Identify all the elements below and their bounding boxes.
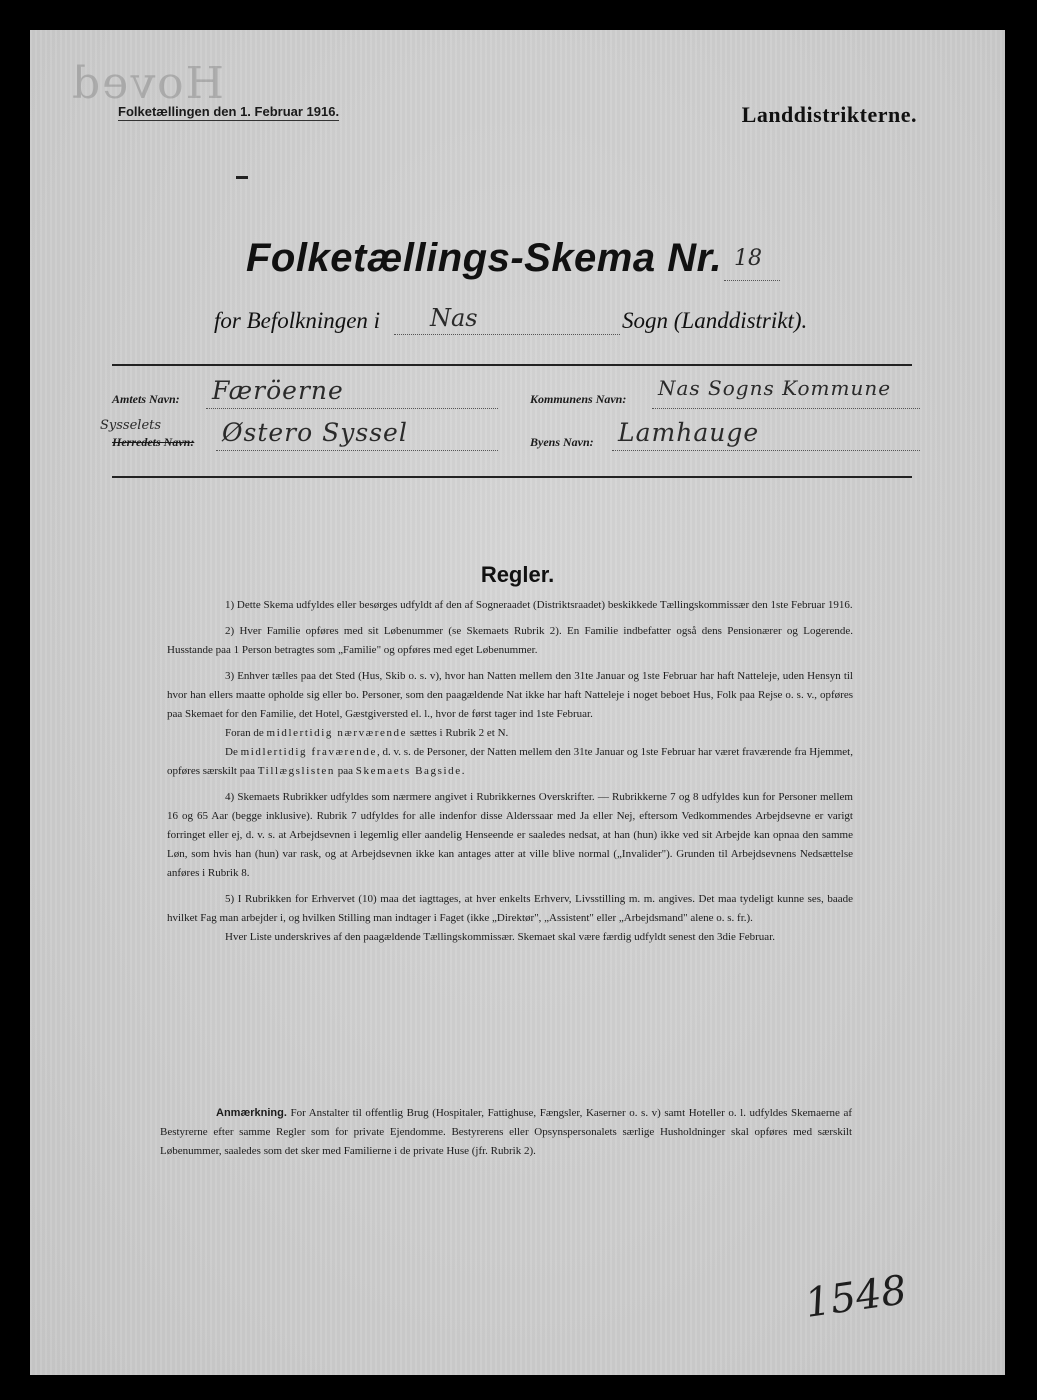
census-form-page [30,30,1005,1375]
subtitle-prefix: for Befolkningen i [214,308,381,333]
by-field [612,418,920,451]
rules-body [167,596,853,954]
rule-2: 2) Hver Familie opføres med sit Løbenummer (se Skemaets Rubrik 2). En Familie indbefatter også dens Pensionærer og Logerende. Husstande paa 1 Person betragtes som „Familie" og opføres med eget Løbenummer. [167,625,853,656]
herred-label-handwritten: Sysselets [100,418,162,433]
form-number: 18 [734,246,762,271]
rule-5: 5) I Rubrikken for Erhvervet (10) maa det iagttages, at hver enkelts Erhverv, Livsstilling m. m. angives. Det maa tydeligt kunne ses, baade hvilket Fag man arbejder i, og hvilken Stilling man indtager i Faget (ikke „Direktør", „Assistent" eller „Arbejdsmand" alene o. s. fr.). [167,893,853,924]
amt-label: Amtets Navn: [112,392,180,406]
divider-bottom [112,476,912,478]
divider-top [112,364,912,366]
form-title: Folketællings-Skema Nr. [246,236,723,280]
district-type: Landdistrikterne. [741,102,917,127]
handwritten-corner-number: 1548 [802,1267,910,1327]
rule-3-present: Foran de midlertidig nærværende sættes i Rubrik 2 et N. [225,727,509,739]
census-date: Folketællingen den 1. Februar 1916. [118,104,340,119]
remark [160,1104,852,1161]
by-value: Lamhauge [618,418,760,447]
rules-heading: Regler. [480,562,555,587]
parish-field [394,306,620,335]
amt-field [206,376,498,409]
rule-3-absent: De midlertidig fraværende, d. v. s. de Personer, der Natten mellem den 31te Januar og 1ste Februar har været fraværende fra Hjemmet, opføres særskilt paa Tillægslisten paa Skemaets Bagside. [167,746,853,777]
herred-label-struck: Herredets Navn: [112,435,195,449]
faint-stamp: Hoved [70,58,224,109]
kommune-field [652,376,920,409]
herred-field [216,418,498,451]
by-label: Byens Navn: [530,435,594,449]
herred-value: Østero Syssel [222,418,408,447]
rule-1: 1) Dette Skema udfyldes eller besørges udfyldt af den af Sogneraadet (Distriktsraadet) beskikkede Tællingskommissær den 1ste Februar 1916. [225,599,853,611]
rule-3: 3) Enhver tælles paa det Sted (Hus, Skib o. s. v), hvor han Natten mellem den 31te Januar og 1ste Februar har haft Natteleje, uden Hensyn til hvor han ellers maatte opholde sig eller bo. Personer, som den paagældende Nat ikke har haft Natteleje i noget beboet Hus, Folk paa Rejse o. s. v., opføres paa Skemaet for den Familie, det Hotel, Gæstgiversted el. l., hvor de først tager ind 1ste Februar. [167,670,853,720]
ink-mark [236,176,248,179]
parish-name: Nas [430,304,478,332]
subtitle-suffix: Sogn (Landdistrikt). [622,308,808,333]
rule-6: Hver Liste underskrives af den paagældende Tællingskommissær. Skemaet skal være færdig udfyldt senest den 3die Februar. [225,931,775,943]
remark-label: Anmærkning. [216,1107,287,1119]
rule-4: 4) Skemaets Rubrikker udfyldes som nærmere angivet i Rubrikkernes Overskrifter. — Rubrikkerne 7 og 8 udfyldes kun for Personer mellem 16 og 65 Aar (begge inklusive). Rubrik 7 udfyldes for alle indenfor disse Alderssaar med Ja eller Nej, eftersom Vedkommendes Arbejdsevne er varigt forringet eller ej, d. v. s. at Arbejdsevnen i legemlig eller aandelig Henseende er saaledes nedsat, at han (hun) ikke ved sit Arbejde kan opnaa den samme Løn, som hvis han (hun) var rask, og at Arbejdsevnen ikke kan antages atter at ville blive normal („Invalider"). Grunden til Arbejdsevnens Nedsættelse anføres i Rubrik 8. [167,791,853,879]
amt-value: Færöerne [212,376,344,405]
kommune-value: Nas Sogns Kommune [658,376,892,400]
remark-text: For Anstalter til offentlig Brug (Hospitaler, Fattighuse, Fængsler, Kaserner o. s. v) samt Hoteller o. l. udfyldes Skemaerne af Bestyrerne efter samme Regler som for private Ejendomme. Bestyrerens eller Opsynspersonalets særlige Husholdninger skal opføres med særskilt Løbenummer, saaledes som det sker med Familierne i de private Huse (jfr. Rubrik 2). [160,1107,853,1157]
kommune-label: Kommunens Navn: [530,392,627,406]
form-number-field [724,244,780,281]
